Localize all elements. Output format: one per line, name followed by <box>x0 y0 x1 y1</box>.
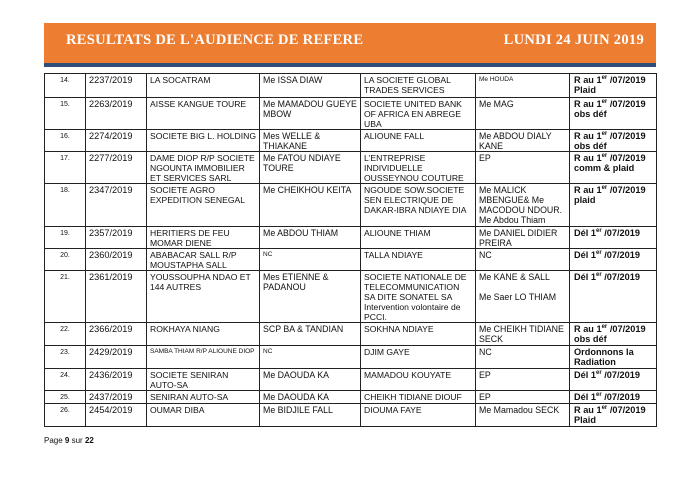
defendant-cell: L'ENTREPRISE INDIVIDUELLE OUSSEYNOU COUTURE <box>361 152 476 184</box>
result-cell: R au 1er /07/2019 plaid <box>570 184 657 227</box>
defendant-lawyer-cell: Me MALICK MBENGUE& Me MACODOU NDOUR. Me Abdou Thiam <box>476 184 570 227</box>
page-title: RESULTATS DE L'AUDIENCE DE REFERE <box>66 32 364 48</box>
applicant-cell: OUMAR DIBA <box>147 404 260 427</box>
defendant-cell: MAMADOU KOUYATE <box>361 369 476 391</box>
dossier-number-cell: 2277/2019 <box>86 152 147 184</box>
result-cell: R au 1er /07/2019 Plaid <box>570 404 657 427</box>
dossier-number-cell: 2274/2019 <box>86 130 147 152</box>
dossier-number-cell: 2454/2019 <box>86 404 147 427</box>
defendant-lawyer-cell: Me Mamadou SECK <box>476 404 570 427</box>
applicant-cell: SOCIETE AGRO EXPEDITION SENEGAL <box>147 184 260 227</box>
dossier-number-cell: 2237/2019 <box>86 74 147 98</box>
applicant-lawyer-cell: Me FATOU NDIAYE TOURE <box>260 152 361 184</box>
row-number-cell: 21. <box>45 271 86 323</box>
defendant-lawyer-cell: EP <box>476 152 570 184</box>
applicant-cell: SAMBA THIAM R/P ALIOUNE DIOP <box>147 346 260 369</box>
result-cell: R au 1er /07/2019 obs déf <box>570 323 657 346</box>
result-cell: Ordonnons la Radiation <box>570 346 657 369</box>
defendant-lawyer-cell: Me CHEIKH TIDIANE SECK <box>476 323 570 346</box>
table-row <box>45 152 657 184</box>
applicant-cell: AISSE KANGUE TOURE <box>147 98 260 130</box>
applicant-lawyer-cell: Me ISSA DIAW <box>260 74 361 98</box>
table-row <box>45 227 657 249</box>
defendant-cell: DJIM GAYE <box>361 346 476 369</box>
table-row <box>45 98 657 130</box>
applicant-cell: LA SOCATRAM <box>147 74 260 98</box>
result-cell: Dél 1er /07/2019 <box>570 391 657 404</box>
defendant-lawyer-cell: Me ABDOU DIALY KANE <box>476 130 570 152</box>
defendant-cell: SOCIETE UNITED BANK OF AFRICA EN ABREGE UBA <box>361 98 476 130</box>
defendant-cell: CHEIKH TIDIANE DIOUF <box>361 391 476 404</box>
defendant-cell: LA SOCIETE GLOBAL TRADES SERVICES <box>361 74 476 98</box>
result-cell: R au 1er /07/2019 Plaid <box>570 74 657 98</box>
applicant-lawyer-cell: NC <box>260 346 361 369</box>
row-number-cell: 26. <box>45 404 86 427</box>
results-table <box>44 73 657 427</box>
dossier-number-cell: 2360/2019 <box>86 249 147 271</box>
table-row <box>45 249 657 271</box>
table-row <box>45 74 657 98</box>
result-cell: R au 1er /07/2019 obs déf <box>570 130 657 152</box>
dossier-number-cell: 2347/2019 <box>86 184 147 227</box>
applicant-lawyer-cell: Me DAOUDA KA <box>260 391 361 404</box>
table-row <box>45 323 657 346</box>
result-cell: R au 1er /07/2019 comm & plaid <box>570 152 657 184</box>
applicant-lawyer-cell: Me CHEIKHOU KEITA <box>260 184 361 227</box>
dossier-number-cell: 2263/2019 <box>86 98 147 130</box>
row-number-cell: 15. <box>45 98 86 130</box>
results-table-body <box>45 74 657 427</box>
result-cell: Dél 1er /07/2019 <box>570 369 657 391</box>
applicant-lawyer-cell: Me BIDJILE FALL <box>260 404 361 427</box>
applicant-cell: SOCIETE BIG L. HOLDING <box>147 130 260 152</box>
row-number-cell: 23. <box>45 346 86 369</box>
dossier-number-cell: 2436/2019 <box>86 369 147 391</box>
applicant-cell: ROKHAYA NIANG <box>147 323 260 346</box>
defendant-lawyer-cell: NC <box>476 249 570 271</box>
hearing-date: LUNDI 24 JUIN 2019 <box>503 32 644 48</box>
table-row <box>45 369 657 391</box>
defendant-lawyer-cell: EP <box>476 369 570 391</box>
applicant-cell: HERITIERS DE FEU MOMAR DIENE <box>147 227 260 249</box>
defendant-cell: SOKHNA NDIAYE <box>361 323 476 346</box>
result-cell: Dél 1er /07/2019 <box>570 249 657 271</box>
dossier-number-cell: 2437/2019 <box>86 391 147 404</box>
applicant-cell: YOUSSOUPHA NDAO ET 144 AUTRES <box>147 271 260 323</box>
table-row <box>45 404 657 427</box>
result-cell: R au 1er /07/2019 obs déf <box>570 98 657 130</box>
page-footer: Page 9 sur 22 <box>44 436 94 445</box>
table-row <box>45 346 657 369</box>
table-row <box>45 271 657 323</box>
row-number-cell: 17. <box>45 152 86 184</box>
defendant-cell: ALIOUNE FALL <box>361 130 476 152</box>
page-total: 22 <box>84 436 94 445</box>
row-number-cell: 24. <box>45 369 86 391</box>
dossier-number-cell: 2361/2019 <box>86 271 147 323</box>
applicant-lawyer-cell: Mes ETIENNE & PADANOU <box>260 271 361 323</box>
result-cell: Dél 1er /07/2019 <box>570 271 657 323</box>
applicant-lawyer-cell: NC <box>260 249 361 271</box>
applicant-lawyer-cell: Me ABDOU THIAM <box>260 227 361 249</box>
defendant-cell: SOCIETE NATIONALE DE TELECOMMUNICATION SA DITE SONATEL SA Intervention volontaire de PCCI. <box>361 271 476 323</box>
defendant-cell: NGOUDE SOW.SOCIETE SEN ELECTRIQUE DE DAKAR-IBRA NDIAYE DIA <box>361 184 476 227</box>
defendant-cell: DIOUMA FAYE <box>361 404 476 427</box>
page-number: 9 <box>64 436 70 445</box>
defendant-lawyer-cell: Me MAG <box>476 98 570 130</box>
defendant-lawyer-cell: Me KANE & SALL Me Saer LO THIAM <box>476 271 570 323</box>
result-cell: Dél 1er /07/2019 <box>570 227 657 249</box>
row-number-cell: 18. <box>45 184 86 227</box>
applicant-lawyer-cell: Me MAMADOU GUEYE MBOW <box>260 98 361 130</box>
applicant-cell: SENIRAN AUTO-SA <box>147 391 260 404</box>
dossier-number-cell: 2366/2019 <box>86 323 147 346</box>
applicant-cell: SOCIETE SENIRAN AUTO-SA <box>147 369 260 391</box>
applicant-cell: ABABACAR SALL R/P MOUSTAPHA SALL <box>147 249 260 271</box>
dossier-number-cell: 2429/2019 <box>86 346 147 369</box>
dossier-number-cell: 2357/2019 <box>86 227 147 249</box>
table-row <box>45 391 657 404</box>
defendant-lawyer-cell: Me DANIEL DIDIER PREIRA <box>476 227 570 249</box>
row-number-cell: 16. <box>45 130 86 152</box>
applicant-cell: DAME DIOP R/P SOCIETE NGOUNTA IMMOBILIER ET SERVICES SARL <box>147 152 260 184</box>
applicant-lawyer-cell: Mes WELLE & THIAKANE <box>260 130 361 152</box>
row-number-cell: 14. <box>45 74 86 98</box>
defendant-lawyer-cell: Me HOUDA <box>476 74 570 98</box>
row-number-cell: 25. <box>45 391 86 404</box>
applicant-lawyer-cell: Me DAOUDA KA <box>260 369 361 391</box>
defendant-lawyer-cell: EP <box>476 391 570 404</box>
applicant-lawyer-cell: SCP BA & TANDIAN <box>260 323 361 346</box>
defendant-cell: TALLA NDIAYE <box>361 249 476 271</box>
defendant-lawyer-cell: NC <box>476 346 570 369</box>
row-number-cell: 20. <box>45 249 86 271</box>
table-row <box>45 130 657 152</box>
defendant-cell: ALIOUNE THIAM <box>361 227 476 249</box>
row-number-cell: 22. <box>45 323 86 346</box>
header-banner <box>44 23 656 67</box>
table-row <box>45 184 657 227</box>
row-number-cell: 19. <box>45 227 86 249</box>
